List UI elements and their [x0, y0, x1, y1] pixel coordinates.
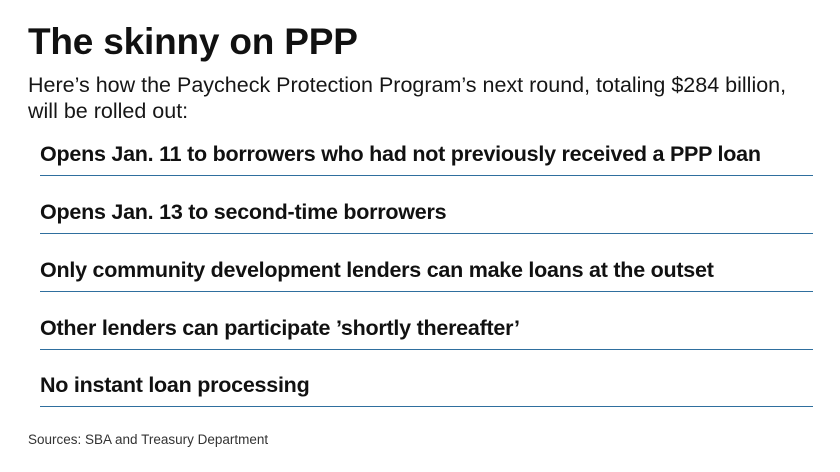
fact-text: Only community development lenders can make loans at the outset [40, 258, 714, 282]
fact-text: Opens Jan. 13 to second-time borrowers [40, 200, 447, 224]
list-item [40, 130, 813, 176]
list-item [40, 304, 813, 350]
list-item [40, 361, 813, 407]
source-note: Sources: SBA and Treasury Department [28, 432, 269, 447]
list-item [40, 188, 813, 234]
fact-text: Opens Jan. 11 to borrowers who had not previously received a PPP loan [40, 142, 761, 166]
fact-text: Other lenders can participate ’shortly thereafter’ [40, 316, 520, 340]
list-item [40, 246, 813, 292]
subtitle: Here’s how the Paycheck Protection Program’s next round, totaling $284 billion, will be rolled out: [28, 73, 787, 123]
page-title: The skinny on PPP [28, 21, 358, 62]
fact-text: No instant loan processing [40, 373, 310, 397]
